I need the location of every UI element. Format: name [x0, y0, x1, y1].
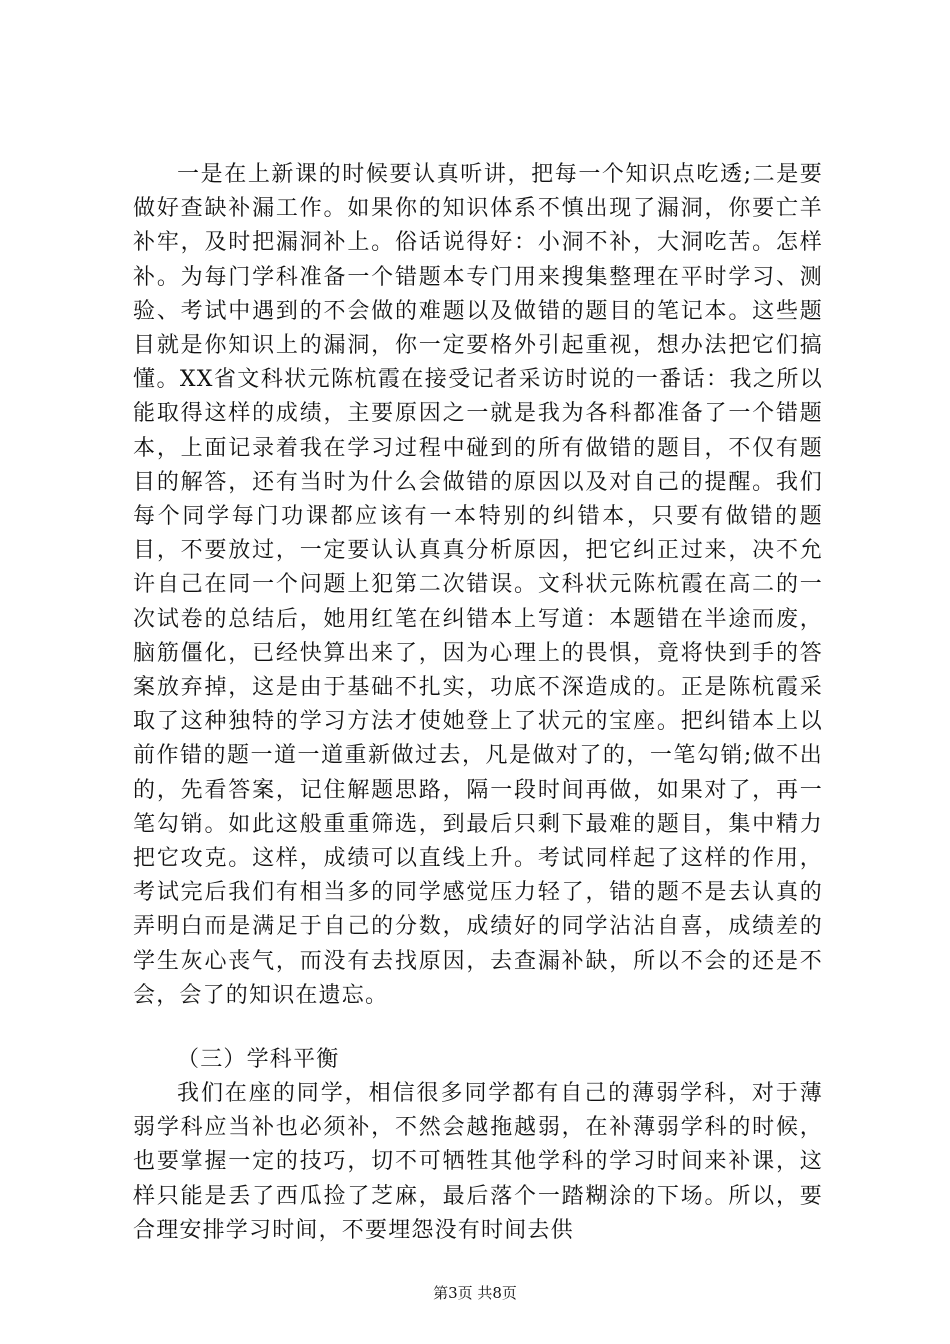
body-paragraph: 我们在座的同学，相信很多同学都有自己的薄弱学科，对于薄弱学科应当补也必须补，不然会越拖越弱，在补薄弱学科的时候，也要掌握一定的技巧，切不可牺牲其他学科的学习时间来补课，这样只能是丢了西瓜捡了芝麻，最后落个一踏糊涂的下场。所以，要合理安排学习时间，不要埋怨没有时间去供: [133, 1081, 823, 1243]
section-heading: （三）学科平衡: [177, 1047, 340, 1073]
page-number-footer: 第3页 共8页: [433, 1284, 517, 1302]
document-body: [133, 158, 823, 1248]
body-paragraph: 一是在上新课的时候要认真听讲，把每一个知识点吃透;二是要做好查缺补漏工作。如果你的知识体系不慎出现了漏洞，你要亡羊补牢，及时把漏洞补上。俗话说得好：小洞不补，大洞吃苦。怎样补。为每门学科准备一个错题本专门用来搜集整理在平时学习、测验、考试中遇到的不会做的难题以及做错的题目的笔记本。这些题目就是你知识上的漏洞，你一定要格外引起重视，想办法把它们搞懂。XX省文科状元陈杭霞在接受记者采访时说的一番话：我之所以能取得这样的成绩，主要原因之一就是我为各科都准备了一个错题本，上面记录着我在学习过程中碰到的所有做错的题目，不仅有题目的解答，还有当时为什么会做错的原因以及对自己的提醒。我们每个同学每门功课都应该有一本特别的纠错本，只要有做错的题目，不要放过，一定要认认真真分析原因，把它纠正过来，决不允许自己在同一个问题上犯第二次错误。文科状元陈杭霞在高二的一次试卷的总结后，她用红笔在纠错本上写道：本题错在半途而废，脑筋僵化，已经快算出来了，因为心理上的畏惧，竟将快到手的答案放弃掉，这是由于基础不扎实，功底不深造成的。正是陈杭霞采取了这种独特的学习方法才使她登上了状元的宝座。把纠错本上以前作错的题一道一道重新做过去，凡是做对了的，一笔勾销;做不出的，先看答案，记住解题思路，隔一段时间再做，如果对了，再一笔勾销。如此这般重重筛选，到最后只剩下最难的题目，集中精力把它攻克。这样，成绩可以直线上升。考试同样起了这样的作用，考试完后我们有相当多的同学感觉压力轻了，错的题不是去认真的弄明白而是满足于自己的分数，成绩好的同学沾沾自喜，成绩差的学生灰心丧气，而没有去找原因，去查漏补缺，所以不会的还是不会，会了的知识在遗忘。: [133, 162, 823, 1008]
paragraph-spacer: [133, 1013, 823, 1043]
